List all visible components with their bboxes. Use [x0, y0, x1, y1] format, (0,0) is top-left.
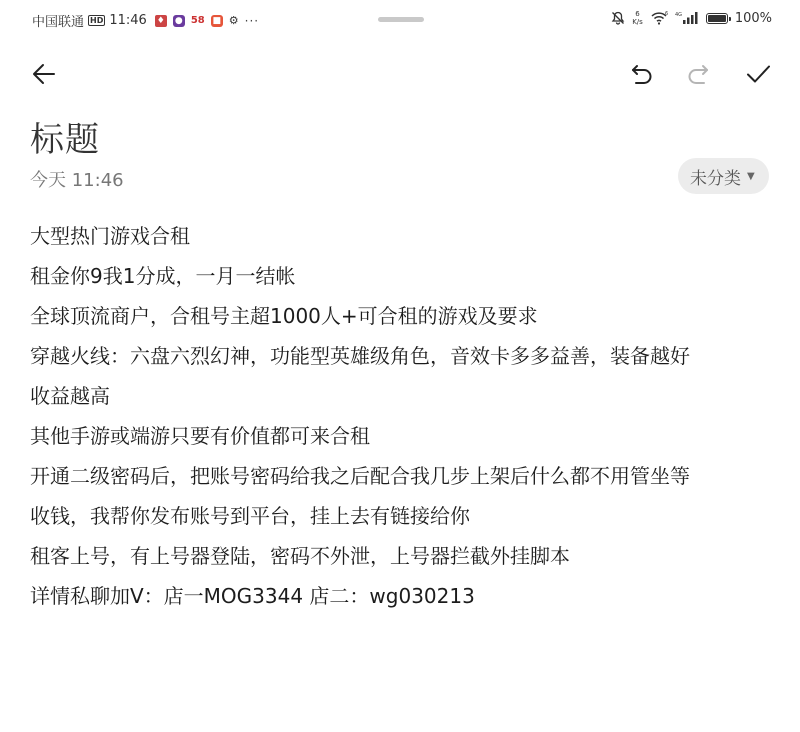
battery-icon — [706, 13, 728, 24]
more-notifications-icon: ··· — [244, 13, 260, 28]
note-line: 开通二级密码后，把账号密码给我之后配合我几步上架后什么都不用管坐等 — [30, 464, 690, 488]
drag-handle[interactable] — [378, 17, 424, 22]
category-label: 未分类 — [690, 168, 741, 189]
status-time: 11:46 — [109, 13, 147, 28]
sync-icon: ⚙ — [228, 13, 239, 27]
note-line: 租金你9我1分成，一月一结帐 — [30, 264, 296, 288]
status-bar-right — [604, 10, 772, 26]
note-body[interactable] — [30, 216, 780, 616]
redo-button[interactable] — [676, 52, 720, 96]
hd-badge: HD — [90, 16, 104, 25]
wifi-badge: 6 — [664, 11, 668, 17]
check-icon — [744, 60, 772, 88]
network-speed-unit: K/s — [632, 18, 643, 26]
app-notification-icon: ♦ — [156, 15, 165, 26]
app-notification-icon: ● — [173, 15, 185, 27]
wifi-icon — [650, 11, 668, 25]
note-toolbar — [0, 52, 800, 96]
signal-badge: 4G — [674, 12, 682, 18]
message-app-icon: ■ — [212, 15, 221, 26]
done-button[interactable] — [736, 52, 780, 96]
note-line: 穿越火线：六盘六烈幻神，功能型英雄级角色，音效卡多多益善，装备越好 — [30, 344, 690, 368]
status-bar — [0, 0, 800, 40]
arrow-left-icon — [30, 60, 58, 88]
redo-icon — [684, 60, 712, 88]
undo-icon — [628, 60, 656, 88]
note-date: 今天 11:46 — [30, 170, 124, 191]
category-dropdown[interactable] — [678, 158, 769, 194]
back-button[interactable] — [22, 52, 66, 96]
note-line: 其他手游或端游只要有价值都可来合租 — [30, 424, 370, 448]
note-line: 大型热门游戏合租 — [30, 224, 190, 248]
note-line: 全球顶流商户，合租号主超1000人+可合租的游戏及要求 — [30, 304, 538, 328]
note-line: 详情私聊加V：店一MOG3344 店二：wg030213 — [30, 584, 475, 608]
note-line: 租客上号，有上号器登陆，密码不外泄，上号器拦截外挂脚本 — [30, 544, 570, 568]
battery-percent: 100% — [734, 10, 772, 26]
carrier-name: 中国联通 — [32, 15, 85, 30]
network-speed-value: 6 — [635, 10, 640, 18]
mute-bell-icon — [611, 11, 625, 25]
app-badge-icon: 58 — [190, 14, 205, 26]
note-line: 收钱，我帮你发布账号到平台，挂上去有链接给你 — [30, 504, 470, 528]
network-speed — [632, 10, 643, 26]
signal-icon — [675, 11, 699, 25]
status-bar-left — [32, 11, 259, 30]
note-line: 收益越高 — [30, 384, 110, 408]
undo-button[interactable] — [620, 52, 664, 96]
note-title[interactable]: 标题 — [30, 120, 100, 160]
caret-down-icon: ▼ — [747, 170, 755, 182]
